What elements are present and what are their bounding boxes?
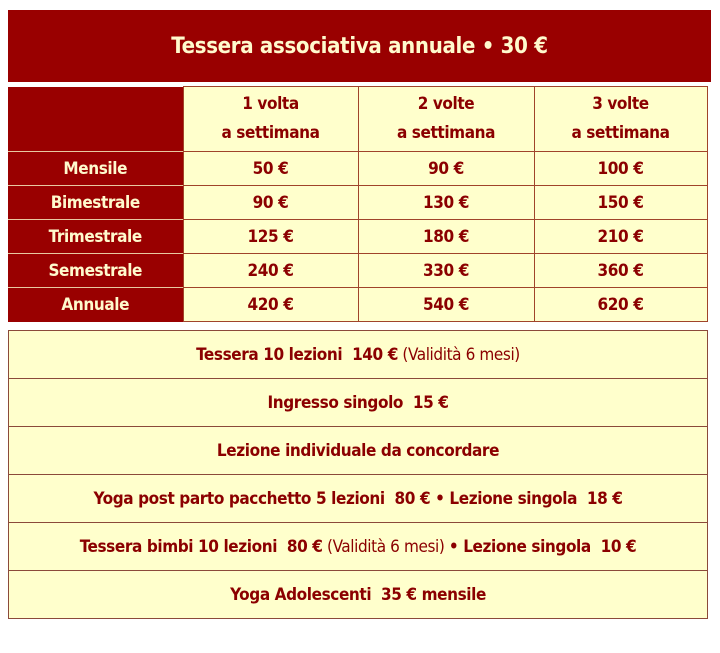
table-row [8,220,707,254]
table-row [8,288,707,322]
column-header-3: 3 volte a settimana [534,87,707,152]
price-cell: 100 € [534,152,707,186]
price-cell: 330 € [358,254,534,288]
price-cell: 50 € [183,152,358,186]
offer-row-tessera-bimbi: Tessera bimbi 10 lezioni 80 € (Validità 6 mesi) • Lezione singola 10 € [9,523,707,571]
offer-row-lezione-individuale: Lezione individuale da concordare [9,427,707,475]
price-cell: 420 € [183,288,358,322]
row-label: Semestrale [8,254,183,288]
table-corner [8,87,183,152]
price-cell: 90 € [183,186,358,220]
offer-row-yoga-post-parto: Yoga post parto pacchetto 5 lezioni 80 € • Lezione singola 18 € [9,475,707,523]
price-cell: 90 € [358,152,534,186]
extra-offers-list [8,330,708,619]
table-row [8,254,707,288]
table-row [8,152,707,186]
table-header-row [8,87,707,152]
table-row [8,186,707,220]
price-table [8,86,708,322]
row-label: Bimestrale [8,186,183,220]
row-label: Trimestrale [8,220,183,254]
offer-row-ingresso-singolo: Ingresso singolo 15 € [9,379,707,427]
offer-row-yoga-adolescenti: Yoga Adolescenti 35 € mensile [230,585,486,605]
column-header-2: 2 volte a settimana [358,87,534,152]
price-cell: 240 € [183,254,358,288]
price-cell: 125 € [183,220,358,254]
price-cell: 150 € [534,186,707,220]
membership-title: Tessera associativa annuale • 30 € [171,33,548,59]
price-cell: 210 € [534,220,707,254]
column-header-1: 1 volta a settimana [183,87,358,152]
price-cell: 620 € [534,288,707,322]
price-cell: 180 € [358,220,534,254]
row-label: Mensile [8,152,183,186]
row-label: Annuale [8,288,183,322]
membership-title-banner [8,10,711,82]
price-cell: 540 € [358,288,534,322]
offer-row-tessera-10: Tessera 10 lezioni 140 € (Validità 6 mesi) [9,331,707,379]
price-cell: 130 € [358,186,534,220]
price-cell: 360 € [534,254,707,288]
